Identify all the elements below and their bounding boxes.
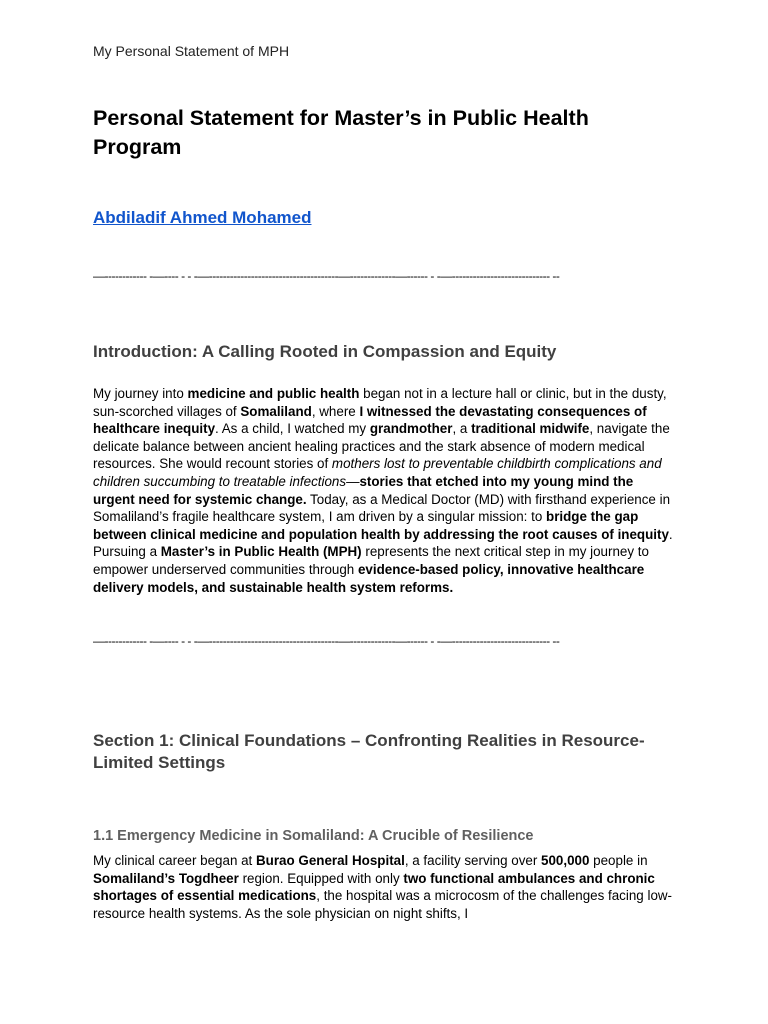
text-run: , the hospital was a microcosm of the challenges facing low-resource health systems. As the sole physician on night shifts, I xyxy=(93,888,673,921)
bold-text-run: two functional ambulances and chronic shortages of essential medications xyxy=(93,870,655,904)
bold-text-run: Burao General Hospital xyxy=(256,853,405,868)
text-run: represents the next critical step in my journey to empower underserved communities through xyxy=(93,544,649,577)
text-run: people in xyxy=(589,853,648,868)
text-run: , a xyxy=(452,421,472,437)
introduction-heading: Introduction: A Calling Rooted in Compassion and Equity xyxy=(93,342,557,361)
divider-line: —------------ -—---- - - -—-------------------------------------—-------------—------ - -—---------------------------- -- xyxy=(93,634,560,648)
section1-heading: Section 1: Clinical Foundations – Confronting Realities in Resource-Limited Settings xyxy=(93,731,645,772)
section1-paragraph xyxy=(93,852,675,922)
bold-text-run: Somaliland xyxy=(240,403,312,419)
bold-text-run: grandmother xyxy=(369,421,453,437)
bold-text-run: I witnessed the devastating consequences of healthcare inequity xyxy=(93,403,647,437)
bold-text-run: stories that etched into my young mind the urgent need for systemic change. xyxy=(93,473,634,507)
bold-text-run: 500,000 xyxy=(541,853,590,868)
divider-line: —------------ -—---- - - -—-------------------------------------—-------------—------ - -—---------------------------- -- xyxy=(93,269,560,283)
text-run: Today, as a Medical Doctor (MD) with firsthand experience in Somaliland’s fragile healthcare system, I am driven by a singular mission: to xyxy=(93,491,671,525)
bold-text-run: traditional midwife xyxy=(471,421,590,437)
bold-text-run: evidence-based policy, innovative healthcare delivery models, and sustainable health system reforms. xyxy=(93,561,645,595)
text-run: My clinical career began at xyxy=(93,853,256,868)
bold-text-run: Master’s in Public Health (MPH) xyxy=(160,544,362,560)
section1-subheading: 1.1 Emergency Medicine in Somaliland: A Crucible of Resilience xyxy=(93,828,534,844)
text-run: , navigate the delicate balance between ancient healing practices and the stark absence of modern medical resources. She would recount stories of xyxy=(93,421,670,472)
text-run: began not in a lecture hall or clinic, but in the dusty, sun-scorched villages of xyxy=(93,386,667,419)
bold-text-run: medicine and public health xyxy=(187,386,360,401)
text-run: . Pursuing a xyxy=(93,526,673,560)
page-header: My Personal Statement of MPH xyxy=(93,43,290,59)
bold-text-run: bridge the gap between clinical medicine and population health by addressing the root causes of inequity xyxy=(93,509,669,542)
text-run: , a facility serving over xyxy=(404,853,542,868)
document-title: Personal Statement for Master’s in Public Health Program xyxy=(93,106,589,159)
introduction-paragraph xyxy=(93,385,675,596)
text-run: — xyxy=(346,473,360,489)
italic-text-run: mothers lost to preventable childbirth complications and children succumbing to treatable infections xyxy=(93,456,662,489)
text-run: My journey into xyxy=(93,386,188,401)
text-run: region. Equipped with only xyxy=(238,870,404,886)
text-run: . As a child, I watched my xyxy=(215,421,370,437)
bold-text-run: Somaliland’s Togdheer xyxy=(93,870,239,886)
text-run: , where xyxy=(311,403,360,419)
author-link[interactable]: Abdiladif Ahmed Mohamed xyxy=(93,208,312,227)
